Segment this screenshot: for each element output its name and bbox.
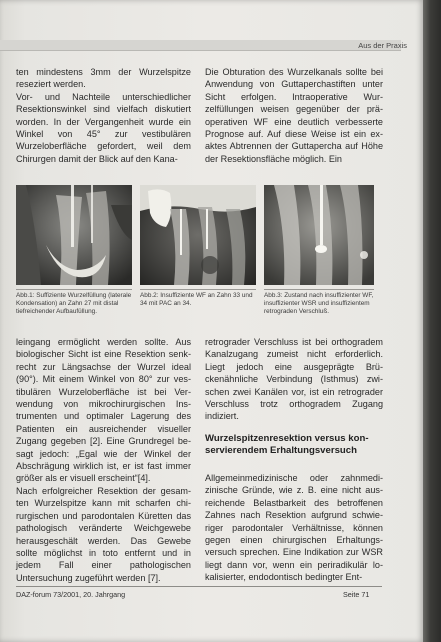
column-1	[16, 66, 191, 165]
xray-image-3	[264, 185, 374, 285]
page-number: Seite 71	[343, 590, 370, 599]
xray-illustration-1	[16, 185, 132, 285]
section-heading: Wurzelspitzenresektion versus konservierendem Erhaltungsversuch	[205, 432, 369, 457]
figure-caption-3: Abb.3: Zustand nach insuffizienter WF, insuffizienter WSR und insuffizientem retrograden Verschluß.	[264, 289, 374, 317]
paragraph: Vor- und Nachteile unterschiedlicher Resektionswinkel sind vielfach diskutiert worden. In der Vergangenheit wurde ein Winkel von 45° zur vestibulären Wurzeloberfläche gefordert, weil dem Chirurgen damit der Blick auf den Kana-	[16, 91, 191, 164]
figure-caption-1: Abb.1: Suffiziente Wurzelfüllung (laterale Kondensation) an Zahn 27 mit distal tiefreichender Aufbaufüllung.	[16, 289, 132, 317]
paragraph: Nach erfolgreicher Resektion der gesamten Wurzelspitze kann mit scharfen chirurgischen und parodontalen Küretten das pathologisch veränderte Weichgewebe herausgeschält werden. Das Gewebe sollte möglichst in toto entfernt und in jedem Fall einer pathologischen Untersuchung zugeführt werden [7].	[16, 485, 191, 583]
xray-image-1	[16, 185, 132, 285]
page-edge-shadow	[423, 0, 441, 642]
column-4	[205, 336, 383, 584]
xray-illustration-3	[264, 185, 374, 285]
figure-caption-2: Abb.2: Insuffiziente WF an Zahn 33 und 34 mit PAC an 34.	[140, 289, 256, 308]
footer-publication: DAZ-forum 73/2001, 20. Jahrgang	[16, 590, 126, 599]
paragraph: Die Obturation des Wurzelkanals sollte bei Anwendung von Guttaperchastiften unter Sicht erfolgen. Intraoperative Wurzelfüllungen weisen gegenüber der präoperativen WF eine deutlich verbesserte Prognose auf. Auf diese Weise ist ein exaktes Abtrennen der Guttapercha auf Höhe der Resektionsfläche möglich. Ein	[205, 67, 383, 164]
column-2	[205, 66, 383, 165]
paragraph: ten mindestens 3mm der Wurzelspitze reseziert werden.	[16, 67, 191, 90]
paragraph: leingang ermöglicht werden sollte. Aus biologischer Sicht ist eine Resektion senkrecht zur Längsachse der Wurzel ideal (90°). Mit einem Winkel von 80° zur vestibulären Wurzeloberfläche ist bei Verwendung von mikrochirurgischen Instrumenten und optimaler Lagerung des Patienten ein ausreichender visueller Zugang gegeben [2]. Eine Grundregel besagt jedoch: „Egal wie der Winkel der Abschrägung wirklich ist, er ist fast immer größer als er visuell erscheint“[4].	[16, 337, 191, 484]
xray-illustration-2	[140, 185, 256, 285]
running-head: Aus der Praxis	[358, 41, 407, 50]
footer-rule	[16, 586, 382, 587]
paragraph: Allgemeinmedizinische oder zahnmedizinische Gründe, wie z. B. eine nicht ausreichende Belastbarkeit des betroffenen Zahnes nach Resektion aufgrund schwieriger parodontaler Verhältnisse, können gegen einen chirurgischen Erhaltungsversuch sprechen. Eine Indikation zur WSR liegt dann vor, wenn ein periradikulär lokalisierter, endodontisch bedingter Ent-	[205, 473, 383, 583]
column-3	[16, 336, 191, 584]
paragraph: retrograder Verschluss ist bei orthogradem Kanalzugang zumeist nicht erforderlich. Liegt jedoch eine ausgeprägte Brückenähnliche Verbindung (Isthmus) zwischen zwei Kanälen vor, ist ein retrograder Verschluss trotz orthogradem Zugang indiziert.	[205, 337, 383, 422]
xray-image-2	[140, 185, 256, 285]
section-header-bar	[0, 40, 401, 51]
